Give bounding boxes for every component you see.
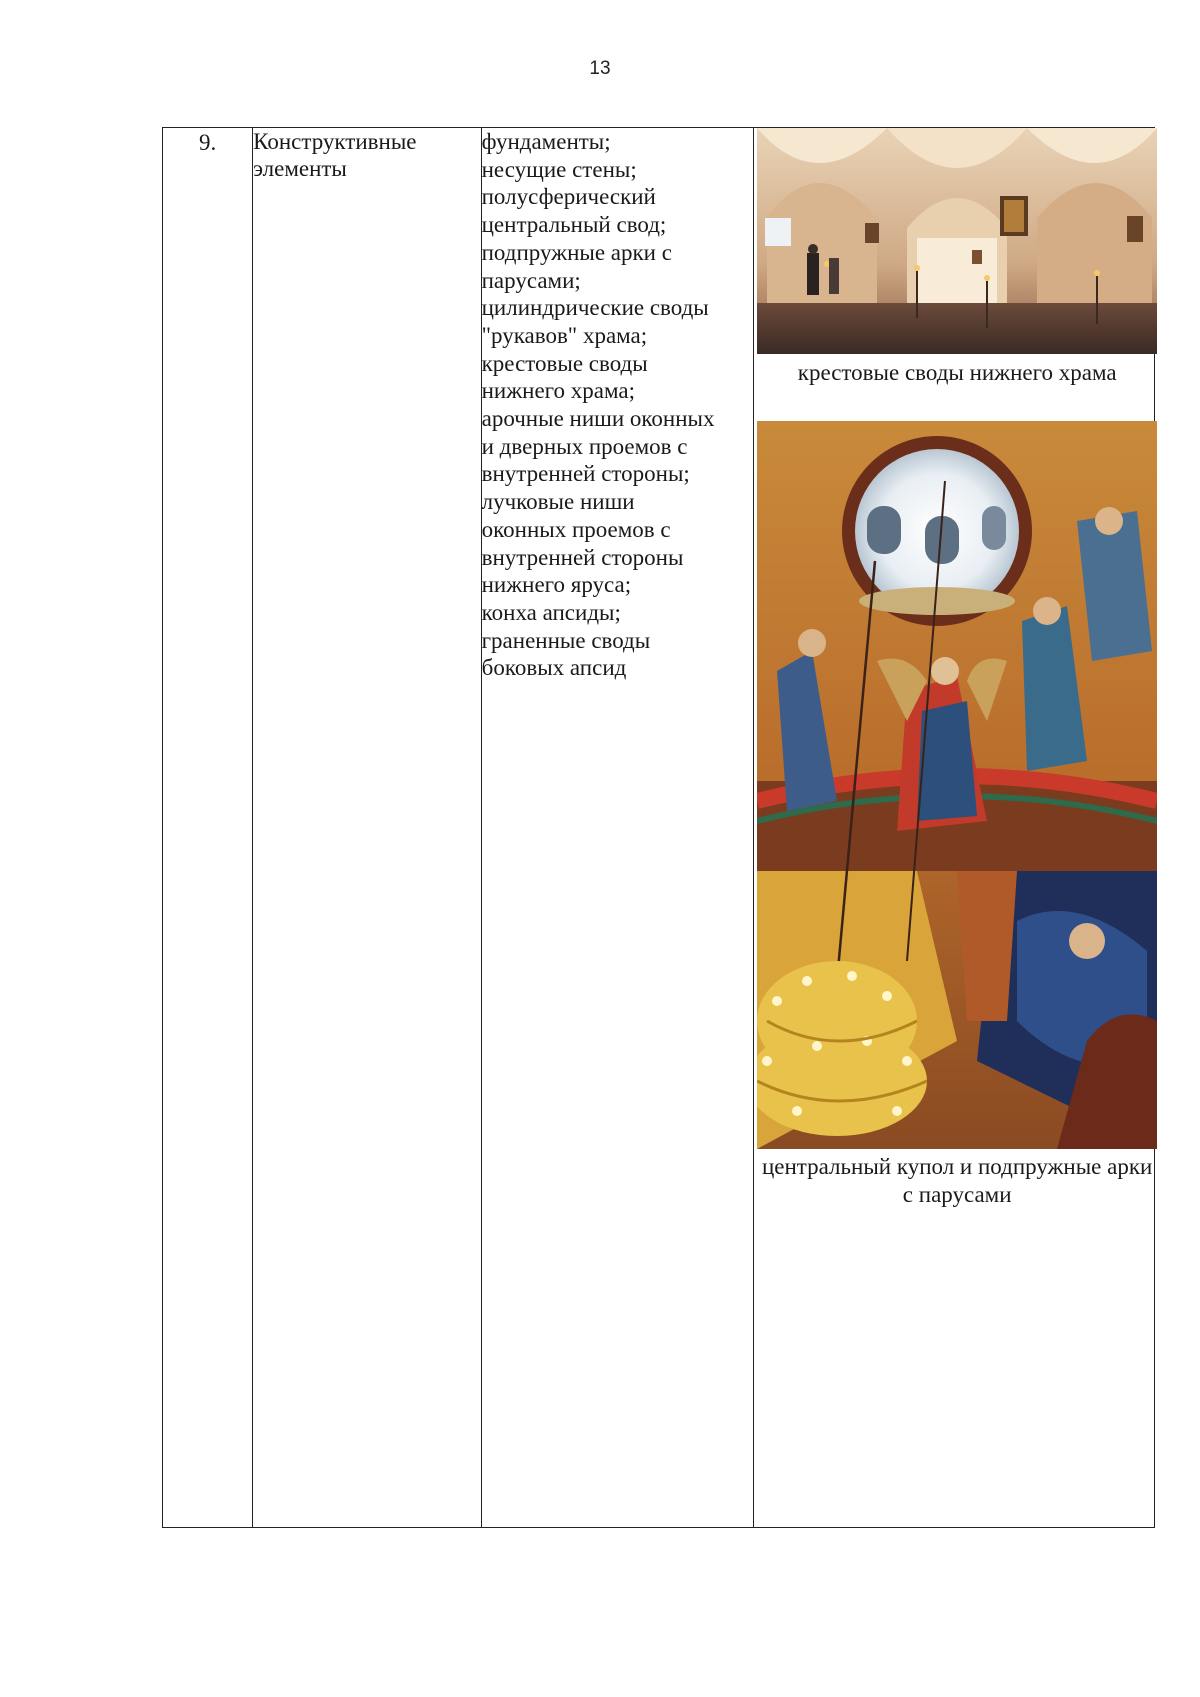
list-item: нижнего храма; bbox=[481, 378, 635, 404]
list-item: оконных проемов с bbox=[481, 516, 671, 542]
photo-figure-lower-vaults bbox=[757, 128, 1157, 417]
list-item: цилиндрические своды bbox=[481, 295, 709, 321]
spec-table bbox=[162, 127, 1155, 1528]
page-number: 13 bbox=[589, 58, 611, 79]
list-item: фундаменты; bbox=[481, 129, 611, 154]
element-name: Конструктивные элементы bbox=[253, 128, 481, 1528]
list-item: боковых апсид bbox=[481, 655, 627, 681]
list-item: подпружные арки с bbox=[481, 239, 672, 265]
photo-figure-central-dome bbox=[757, 421, 1157, 1209]
list-item: центральный свод; bbox=[481, 212, 667, 238]
list-item: арочные ниши оконных bbox=[481, 406, 715, 432]
list-item: несущие стены; bbox=[481, 156, 637, 182]
list-item: крестовые своды bbox=[481, 350, 648, 376]
row-number-cell bbox=[163, 128, 253, 1528]
photo-central-dome bbox=[757, 421, 1157, 1149]
list-item: нижнего яруса; bbox=[481, 572, 632, 598]
list-item: парусами; bbox=[481, 267, 581, 293]
photo-lower-church-vaults bbox=[757, 128, 1157, 354]
caption-central-dome: центральный купол и подпружные арки с парусами bbox=[761, 1154, 1153, 1207]
list-item: конха апсиды; bbox=[481, 599, 621, 625]
table-row bbox=[163, 128, 1155, 1528]
list-item: "рукавов" храма; bbox=[481, 322, 648, 348]
list-item: полусферический bbox=[481, 184, 656, 210]
list-item: внутренней стороны; bbox=[481, 461, 690, 487]
list-item: и дверных проемов с bbox=[481, 433, 688, 459]
elements-list bbox=[481, 128, 754, 1528]
photos-cell bbox=[754, 128, 1155, 1528]
caption-lower-vaults: крестовые своды нижнего храма bbox=[797, 360, 1117, 385]
list-item: лучковые ниши bbox=[481, 489, 635, 515]
list-item: внутренней стороны bbox=[481, 544, 684, 570]
list-item: граненные своды bbox=[481, 627, 651, 653]
row-number: 9. bbox=[198, 130, 217, 155]
